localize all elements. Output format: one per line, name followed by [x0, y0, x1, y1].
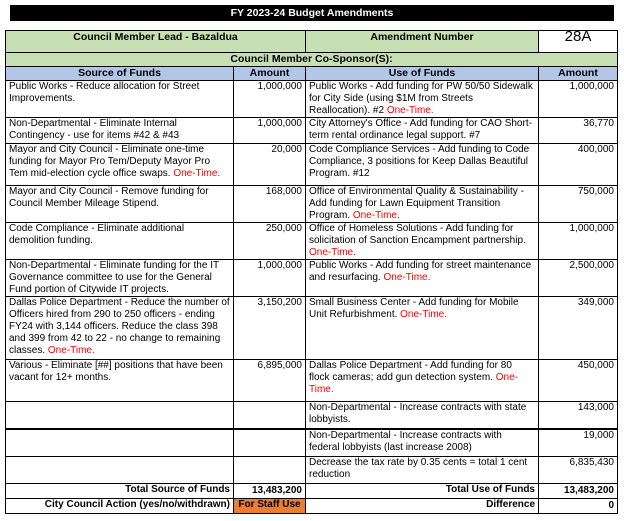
use-of-funds-cell: Decrease the tax rate by 0.35 cents = total 1 cent reduction: [306, 457, 539, 484]
col-header-source-of-funds: Source of Funds: [6, 67, 234, 81]
amendments-tbody: [6, 81, 618, 484]
use-of-funds-cell: Non-Departmental - Increase contracts with state lobbyists.: [306, 402, 539, 429]
table-row: [6, 144, 618, 186]
source-amount-cell: 3,150,200: [234, 297, 306, 360]
source-amount-cell: 20,000: [234, 144, 306, 186]
source-amount-cell: 1,000,000: [234, 260, 306, 297]
source-amount-cell: 1,000,000: [234, 118, 306, 144]
cosponsor-cell: Council Member Co-Sponsor(S):: [6, 53, 618, 67]
source-amount-cell: [234, 457, 306, 484]
source-of-funds-cell: Mayor and City Council - Remove funding for Council Member Mileage Stipend.: [6, 186, 234, 223]
table-row: [6, 457, 618, 484]
use-amount-cell: 400,000: [539, 144, 618, 186]
use-of-funds-cell: Office of Environmental Quality & Sustainability - Add funding for Lawn Equipment Transition Program. One-Time.: [306, 186, 539, 223]
source-of-funds-cell: Dallas Police Department - Reduce the number of Officers hired from 290 to 250 officers - ending FY24 with 3,144 officers. Reduce the class 398 and 399 from 42 to 22 - no change to remaining classes. One-Time.: [6, 297, 234, 360]
use-of-funds-cell: Small Business Center - Add funding for Mobile Unit Refurbishment. One-Time.: [306, 297, 539, 360]
council-action-label: City Council Action (yes/no/withdrawn): [6, 499, 234, 514]
budget-amendments-table: [5, 30, 618, 514]
source-amount-cell: 1,000,000: [234, 81, 306, 118]
use-amount-cell: 450,000: [539, 360, 618, 402]
use-amount-cell: 2,500,000: [539, 260, 618, 297]
table-row: [6, 186, 618, 223]
total-source-amount: 13,483,200: [234, 484, 306, 499]
column-header-row: [6, 67, 618, 81]
total-use-amount: 13,483,200: [539, 484, 618, 499]
table-footer-rows: [6, 484, 618, 514]
lead-and-amendment-row: [6, 31, 618, 53]
amendment-number-label: Amendment Number: [306, 31, 539, 53]
table-row: [6, 360, 618, 402]
table-row: [6, 297, 618, 360]
council-action-row: [6, 499, 618, 514]
difference-label: Difference: [306, 499, 539, 514]
amendment-number-value: 28A: [539, 31, 618, 53]
council-member-lead-cell: Council Member Lead - Bazaldua: [6, 31, 306, 53]
source-of-funds-cell: Various - Eliminate [##] positions that have been vacant for 12+ months.: [6, 360, 234, 402]
table-row: [6, 429, 618, 457]
use-amount-cell: 6,835,430: [539, 457, 618, 484]
use-amount-cell: 349,000: [539, 297, 618, 360]
source-of-funds-cell: Non-Departmental - Eliminate Internal Contingency - use for items #42 & #43: [6, 118, 234, 144]
for-staff-use-cell: For Staff Use: [234, 499, 306, 514]
source-amount-cell: 6,895,000: [234, 360, 306, 402]
table-row: [6, 118, 618, 144]
source-of-funds-cell: Non-Departmental - Eliminate funding for the IT Governance committee to use for the General Fund portion of Citywide IT projects.: [6, 260, 234, 297]
use-amount-cell: 143,000: [539, 402, 618, 429]
total-use-label: Total Use of Funds: [306, 484, 539, 499]
col-header-source-amount: Amount: [234, 67, 306, 81]
source-of-funds-cell: Mayor and City Council - Eliminate one-time funding for Mayor Pro Tem/Deputy Mayor Pro Tem mid-election cycle office swaps. One-Time.: [6, 144, 234, 186]
source-amount-cell: [234, 402, 306, 429]
cosponsor-row: [6, 53, 618, 67]
use-of-funds-cell: Public Works - Add funding for street maintenance and resurfacing. One-Time.: [306, 260, 539, 297]
source-of-funds-cell: [6, 429, 234, 457]
table-header-rows: [6, 31, 618, 81]
use-amount-cell: 19,000: [539, 429, 618, 457]
source-of-funds-cell: Code Compliance - Eliminate additional demolition funding.: [6, 223, 234, 260]
source-of-funds-cell: Public Works - Reduce allocation for Street Improvements.: [6, 81, 234, 118]
col-header-use-amount: Amount: [539, 67, 618, 81]
total-source-label: Total Source of Funds: [6, 484, 234, 499]
table-row: [6, 260, 618, 297]
totals-row: [6, 484, 618, 499]
use-amount-cell: 750,000: [539, 186, 618, 223]
difference-value: 0: [539, 499, 618, 514]
use-amount-cell: 36,770: [539, 118, 618, 144]
use-amount-cell: 1,000,000: [539, 223, 618, 260]
source-amount-cell: 250,000: [234, 223, 306, 260]
page-title: FY 2023-24 Budget Amendments: [10, 5, 614, 21]
use-of-funds-cell: Dallas Police Department - Add funding for 80 flock cameras; add gun detection system. One-Time.: [306, 360, 539, 402]
use-of-funds-cell: Office of Homeless Solutions - Add funding for solicitation of Sanction Encampment partnership. One-Time.: [306, 223, 539, 260]
source-of-funds-cell: [6, 402, 234, 429]
col-header-use-of-funds: Use of Funds: [306, 67, 539, 81]
use-of-funds-cell: Code Compliance Services - Add funding to Code Compliance, 3 positions for Keep Dallas Beautiful Program. #12: [306, 144, 539, 186]
use-of-funds-cell: Non-Departmental - Increase contracts with federal lobbyists (last increase 2008): [306, 429, 539, 457]
use-of-funds-cell: Public Works - Add funding for PW 50/50 Sidewalk for City Side (using $1M from Streets Reallocation). #2 One-Time.: [306, 81, 539, 118]
source-amount-cell: 168,000: [234, 186, 306, 223]
table-row: [6, 402, 618, 429]
use-amount-cell: 1,000,000: [539, 81, 618, 118]
table-row: [6, 223, 618, 260]
use-of-funds-cell: City Attorney's Office - Add funding for CAO Short-term rental ordinance legal support. #7: [306, 118, 539, 144]
source-amount-cell: [234, 429, 306, 457]
table-row: [6, 81, 618, 118]
source-of-funds-cell: [6, 457, 234, 484]
